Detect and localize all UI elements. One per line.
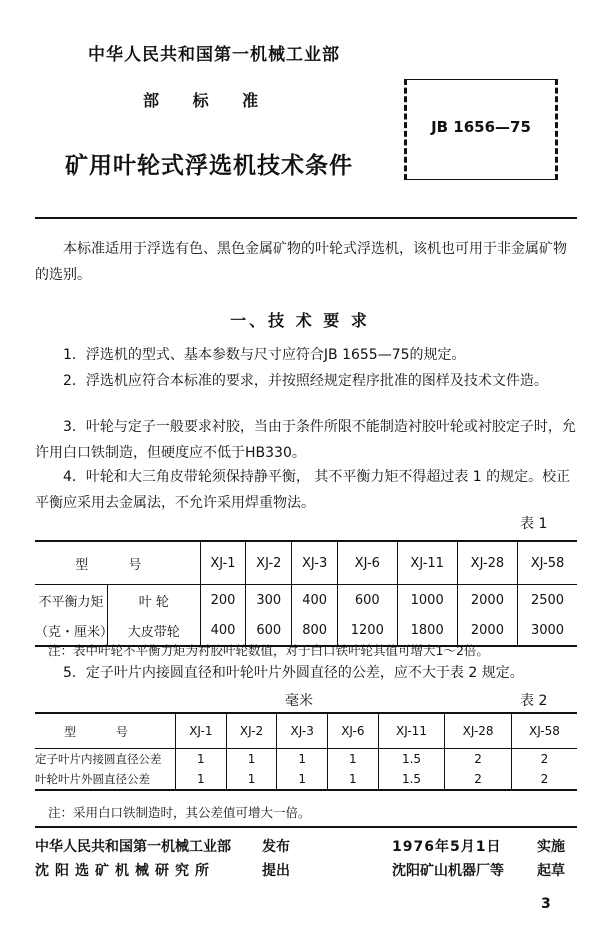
table-row <box>35 749 577 770</box>
issuer: 中华人民共和国第一机械工业部 <box>35 839 231 855</box>
table-cell: 1 <box>226 749 277 770</box>
standard-number: JB 1656—75 <box>431 118 531 136</box>
table1-caption: 表 1 <box>520 516 548 532</box>
draft-word: 起草 <box>537 863 565 879</box>
clause-1: 1．浮选机的型式、基本参数与尺寸应符合JB 1655—75的规定。 <box>63 347 466 363</box>
model-cell: XJ-3 <box>292 541 338 585</box>
table-cell: 800 <box>292 615 338 646</box>
table-cell: 400 <box>292 585 338 616</box>
section-heading: 一、技 术 要 求 <box>230 311 370 330</box>
table-cell: 1.5 <box>378 769 445 790</box>
header-label: 型 号 <box>35 541 200 585</box>
model-cell: XJ-58 <box>518 541 577 585</box>
ministry-title: 中华人民共和国第一机械工业部 <box>88 45 340 65</box>
row-label: 叶轮叶片外圆直径公差 <box>35 772 150 786</box>
table-cell: 1200 <box>338 615 398 646</box>
model-cell: XJ-1 <box>200 541 246 585</box>
table-cell: 200 <box>200 585 246 616</box>
issue-word: 发布 <box>262 839 290 855</box>
propose-word: 提出 <box>262 863 290 879</box>
table-cell: 1 <box>328 749 379 770</box>
model-cell: XJ-2 <box>246 541 292 585</box>
clause-3: 3．叶轮与定子一般要求衬胶，当由于条件所限不能制造衬胶叶轮或衬胶定子时，允许用白口铁制造，但硬度应不低于HB330。 <box>35 419 576 461</box>
table-row <box>35 585 577 616</box>
table-cell: 3000 <box>518 615 577 646</box>
table-cell: 300 <box>246 585 292 616</box>
table-cell: 1.5 <box>378 749 445 770</box>
table-cell: 2 <box>511 769 577 790</box>
clause-2: 2．浮选机应符合本标准的要求，并按照经规定程序批准的图样及技术文件造。 <box>63 373 548 389</box>
model-cell: XJ-28 <box>457 541 517 585</box>
model-cell: XJ-6 <box>328 713 379 749</box>
table-cell: 1800 <box>397 615 457 646</box>
table2-caption: 表 2 <box>520 693 548 709</box>
table-cell: 1 <box>328 769 379 790</box>
row-label: 大皮带轮 <box>108 615 201 646</box>
intro-paragraph: 本标准适用于浮选有色、黑色金属矿物的叶轮式浮选机，该机也可用于非金属矿物的选别。 <box>35 241 567 283</box>
row-group-label: 不平衡力矩 <box>38 594 104 610</box>
drafter: 沈阳矿山机器厂等 <box>392 863 504 879</box>
model-cell: XJ-28 <box>445 713 512 749</box>
effective-word: 实施 <box>537 839 565 855</box>
page-number: 3 <box>541 896 551 912</box>
model-cell: XJ-6 <box>338 541 398 585</box>
issue-date: 1976年5月1日 <box>392 839 502 855</box>
table1-note: 注：表中叶轮不平衡力矩为衬胶叶轮数值，对于白口铁叶轮其值可增大1～2倍。 <box>48 643 489 658</box>
row-label: 定子叶片内接圆直径公差 <box>35 752 162 766</box>
table-cell: 1 <box>176 769 227 790</box>
table-cell: 2500 <box>518 585 577 616</box>
table-cell: 1 <box>176 749 227 770</box>
model-cell: XJ-11 <box>397 541 457 585</box>
footer-rule <box>35 826 577 828</box>
row-label: 叶 轮 <box>108 585 201 616</box>
document-title: 矿用叶轮式浮选机技术条件 <box>65 153 353 179</box>
standard-number-box <box>404 79 558 180</box>
model-cell: XJ-58 <box>511 713 577 749</box>
table-cell: 2 <box>445 749 512 770</box>
table2-note: 注：采用白口铁制造时，其公差值可增大一倍。 <box>48 805 311 820</box>
model-cell: XJ-11 <box>378 713 445 749</box>
model-cell: XJ-3 <box>277 713 328 749</box>
row-group-unit: （克・厘米） <box>35 624 114 640</box>
table-cell: 600 <box>246 615 292 646</box>
table-cell: 400 <box>200 615 246 646</box>
header-rule <box>35 217 577 219</box>
table-1 <box>35 540 577 647</box>
table-cell: 2 <box>445 769 512 790</box>
table-cell: 2000 <box>457 615 517 646</box>
table-cell: 1 <box>277 749 328 770</box>
table-header-row <box>35 541 577 585</box>
table-header-row <box>35 713 577 749</box>
model-cell: XJ-2 <box>226 713 277 749</box>
standard-label: 部 标 准 <box>143 91 259 110</box>
table-cell: 2 <box>511 749 577 770</box>
header-label: 型 号 <box>35 713 176 749</box>
proposer: 沈阳选矿机械研究所 <box>35 863 215 879</box>
table-row <box>35 769 577 790</box>
table-cell: 1000 <box>397 585 457 616</box>
model-cell: XJ-1 <box>176 713 227 749</box>
table-cell: 1 <box>277 769 328 790</box>
table-2 <box>35 712 577 791</box>
clause-4: 4．叶轮和大三角皮带轮须保持静平衡， 其不平衡力矩不得超过表 1 的规定。校正平衡应采用去金属法，不允许采用焊重物法。 <box>35 469 571 511</box>
table-cell: 600 <box>338 585 398 616</box>
table-cell: 1 <box>226 769 277 790</box>
table2-unit: 毫米 <box>285 693 313 709</box>
table-cell: 2000 <box>457 585 517 616</box>
clause-5: 5．定子叶片内接圆直径和叶轮叶片外圆直径的公差，应不大于表 2 规定。 <box>63 665 524 681</box>
